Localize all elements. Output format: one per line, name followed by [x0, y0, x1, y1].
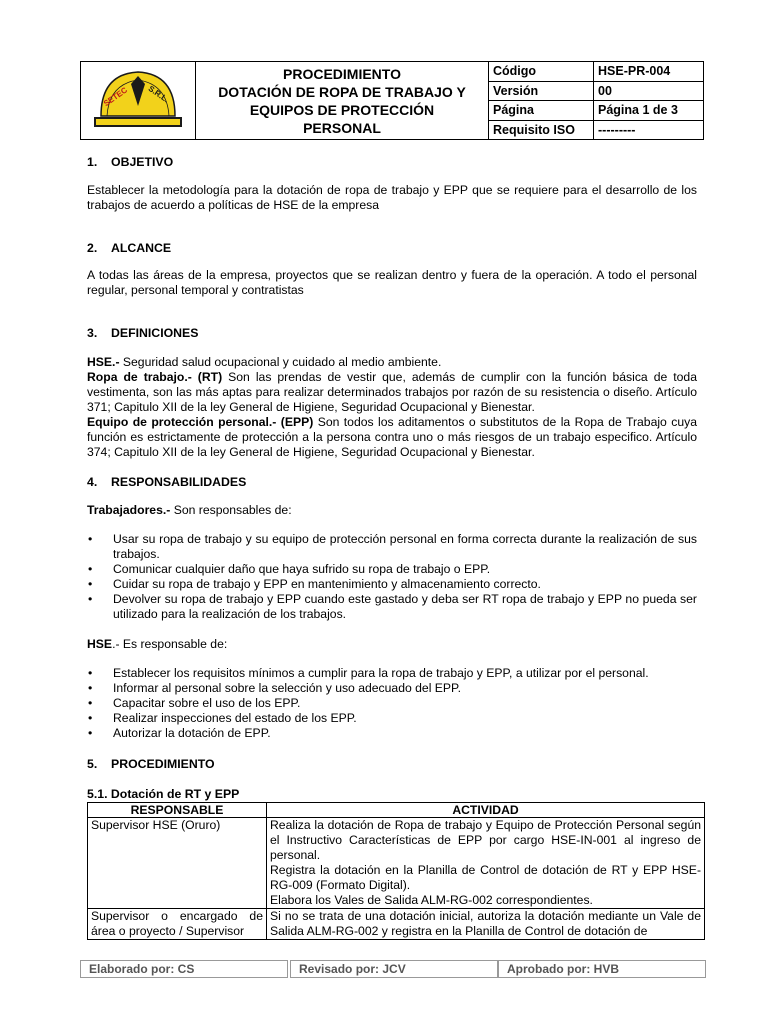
section-number: 3. — [87, 326, 98, 340]
definition-term: Ropa de trabajo.- (RT) — [87, 370, 223, 384]
section-number: 5. — [87, 757, 98, 771]
meta-label-page: Página — [489, 101, 594, 121]
section-heading-procedimiento — [87, 757, 215, 771]
definition-text: Son todos los aditamentos o substitutos de la Ropa de Trabajo cuya función es estrictamente de protección a la persona contra uno o más riesgos de un trabajo especifico. Artículo 374; Capitulo XII de la ley General de Higiene, Seguridad Ocupacional y Bienestar. — [87, 415, 697, 459]
meta-label-iso: Requisito ISO — [489, 120, 594, 140]
list-item: • Realizar inspecciones del estado de los EPP. — [88, 711, 357, 725]
logo-cell — [81, 62, 196, 140]
section-number: 4. — [87, 475, 98, 489]
workers-responsibilities-list — [87, 532, 697, 622]
hse-intro-text: .- Es responsable de: — [112, 637, 228, 651]
section-title: OBJETIVO — [111, 155, 174, 169]
workers-intro — [87, 503, 697, 518]
meta-value-page: Página 1 de 3 — [594, 101, 704, 121]
footer-elaborado: Elaborado por: CS — [80, 960, 288, 978]
objetivo-text: Establecer la metodología para la dotación de ropa de trabajo y EPP que se requiere para el desarrollo de los trabajos de acuerdo a políticas de HSE de la empresa — [87, 183, 697, 212]
title-line-4: PERSONAL — [303, 119, 381, 136]
column-header-responsable: RESPONSABLE — [88, 803, 267, 818]
table-cell-responsable: Supervisor HSE (Oruro) — [88, 818, 267, 909]
table-cell-actividad: Si no se trata de una dotación inicial, autoriza la dotación mediante un Vale de Salida ALM-RG-002 y registra en la Planilla de Control de dotación de — [267, 909, 705, 940]
list-item: • Comunicar cualquier daño que haya sufrido su ropa de trabajo o EPP. — [88, 562, 491, 576]
list-item: • Capacitar sobre el uso de los EPP. — [88, 696, 301, 710]
section-title: PROCEDIMIENTO — [111, 757, 215, 771]
title-line-1: PROCEDIMIENTO — [283, 65, 401, 82]
list-item: • Autorizar la dotación de EPP. — [88, 726, 271, 740]
workers-intro-text: Son responsables de: — [170, 503, 292, 517]
alcance-text: A todas las áreas de la empresa, proyectos que se realizan dentro y fuera de la operación. A todo el personal regular, personal temporal y contratistas — [87, 268, 697, 297]
list-item: • Establecer los requisitos mínimos a cumplir para la ropa de trabajo y EPP, a utilizar por el personal. — [88, 666, 649, 680]
list-item: • Cuidar su ropa de trabajo y EPP en mantenimiento y almacenamiento correcto. — [88, 577, 541, 591]
hse-label: HSE — [87, 637, 113, 651]
definitions-block — [87, 355, 697, 460]
table-cell-responsable: Supervisor o encargado de área o proyecto / Supervisor — [88, 909, 267, 940]
meta-label-code: Código — [489, 62, 594, 82]
section-heading-alcance — [87, 241, 171, 255]
svg-text:S.R.L.: S.R.L. — [146, 83, 171, 105]
definition-text: Son las prendas de vestir que, además de cumplir con la función básica de toda vestimenta, son las más aptas para realizar determinados trabajos por razón de su resistencia o diseño. Artículo 371; Capitulo XII de la ley General de Higiene, Seguridad Ocupacional y Bienestar. — [87, 370, 697, 414]
meta-value-code: HSE-PR-004 — [594, 62, 704, 82]
meta-label-version: Versión — [489, 81, 594, 101]
meta-value-version: 00 — [594, 81, 704, 101]
column-header-actividad: ACTIVIDAD — [267, 803, 705, 818]
meta-value-iso: --------- — [594, 120, 704, 140]
document-title — [196, 62, 489, 140]
section-number: 2. — [87, 241, 98, 255]
section-heading-objetivo — [87, 155, 173, 169]
list-item: • Usar su ropa de trabajo y su equipo de protección personal en forma correcta durante la realización de sus trabajos. — [88, 532, 697, 561]
section-number: 1. — [87, 155, 98, 169]
section-title: DEFINICIONES — [111, 326, 199, 340]
activities-table — [87, 802, 705, 940]
hse-intro — [87, 637, 697, 652]
subsection-heading: 5.1. Dotación de RT y EPP — [87, 787, 240, 801]
svg-text:SETEC: SETEC — [102, 85, 130, 109]
title-line-2: DOTACIÓN DE ROPA DE TRABAJO Y — [218, 83, 466, 100]
footer-aprobado: Aprobado por: HVB — [498, 960, 706, 978]
company-logo — [91, 64, 185, 134]
table-row — [88, 909, 705, 940]
footer-revisado: Revisado por: JCV — [290, 960, 498, 978]
table-row — [88, 818, 705, 909]
section-title: ALCANCE — [111, 241, 172, 255]
definition-ropa-trabajo — [87, 370, 697, 415]
table-cell-actividad: Realiza la dotación de Ropa de trabajo y Equipo de Protección Personal según el Instructivo Características de EPP por cargo HSE-IN-001 al ingreso de personal. Registra la dotación en la Planilla de Control de dotación de RT y EPP HSE-RG-009 (Formato Digital). Elabora los Vales de Salida ALM-RG-002 correspondientes. — [267, 818, 705, 909]
definition-hse — [87, 355, 697, 370]
title-line-3: EQUIPOS DE PROTECCIÓN — [249, 101, 435, 118]
definition-term: HSE.- — [87, 355, 120, 369]
definition-text: Seguridad salud ocupacional y cuidado al medio ambiente. — [119, 355, 442, 369]
list-item: • Informar al personal sobre la selección y uso adecuado del EPP. — [88, 681, 462, 695]
definition-term: Equipo de protección personal.- (EPP) — [87, 415, 314, 429]
list-item: • Devolver su ropa de trabajo y EPP cuando este gastado y deba ser RT ropa de trabajo y EPP no pueda ser utilizado para la realización de los trabajos. — [88, 592, 697, 621]
hse-responsibilities-list — [87, 666, 697, 741]
section-heading-responsabilidades — [87, 475, 246, 489]
section-title: RESPONSABILIDADES — [111, 475, 247, 489]
document-header — [80, 61, 704, 140]
workers-label: Trabajadores.- — [87, 503, 171, 517]
definition-epp — [87, 415, 697, 460]
section-heading-definiciones — [87, 326, 198, 340]
